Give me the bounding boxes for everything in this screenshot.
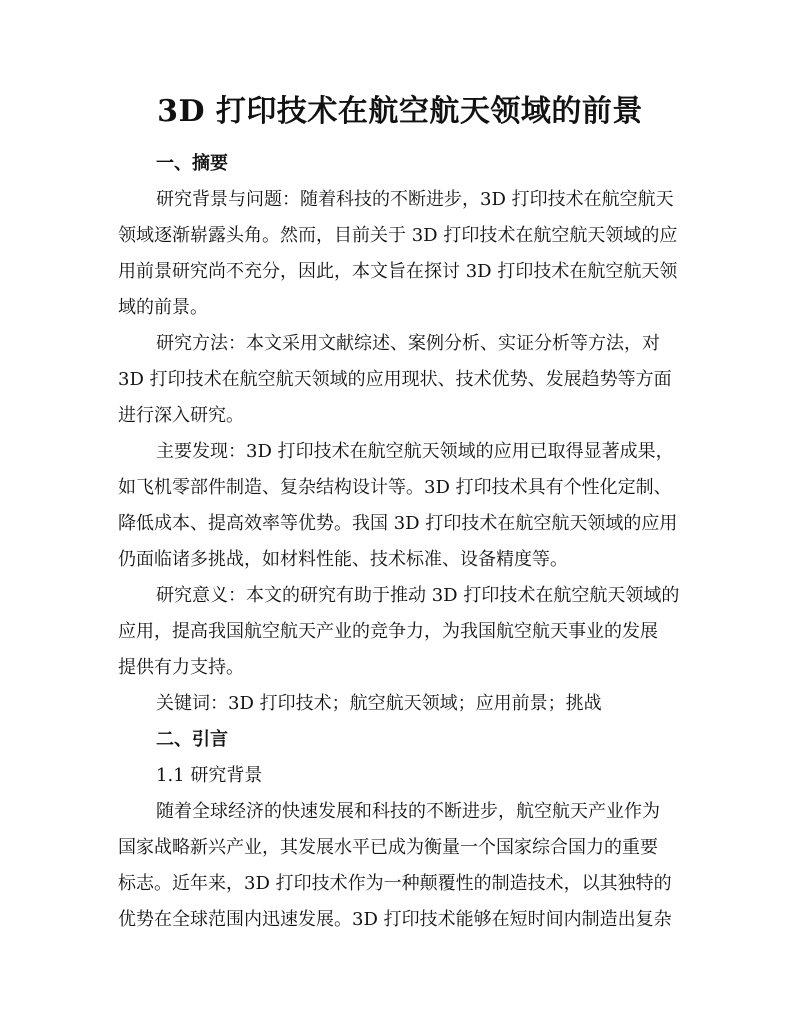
paragraph-line: 随着全球经济的快速发展和科技的不断进步，航空航天产业作为 [156,801,660,822]
paragraph-introduction [118,794,684,938]
paragraph-background [118,182,684,326]
section-heading-introduction: 二、引言 [156,729,228,750]
document-title: 3D 打印技术在航空航天领域的前景 [157,94,643,129]
paragraph-line: 研究方法：本文采用文献综述、案例分析、实证分析等方法，对 [156,333,660,354]
section-heading-abstract: 一、摘要 [156,153,228,174]
paragraph-line: 仍面临诸多挑战，如材料性能、技术标准、设备精度等。 [118,549,568,570]
paragraph-line: 研究背景与问题：随着科技的不断进步，3D 打印技术在航空航天 [156,189,674,210]
paragraph-line: 提供有力支持。 [118,657,244,678]
paragraph-method [118,326,684,434]
keywords-line: 关键词：3D 打印技术；航空航天领域；应用前景；挑战 [156,693,602,714]
paragraph-line: 主要发现：3D 打印技术在航空航天领域的应用已取得显著成果， [156,441,674,462]
paragraph-significance [118,578,684,686]
paragraph-line: 3D 打印技术在航空航天领域的应用现状、技术优势、发展趋势等方面 [118,369,672,390]
paragraph-line: 标志。近年来，3D 打印技术作为一种颠覆性的制造技术，以其独特的 [118,873,672,894]
paragraph-line: 如飞机零部件制造、复杂结构设计等。3D 打印技术具有个性化定制、 [118,477,672,498]
paragraph-line: 降低成本、提高效率等优势。我国 3D 打印技术在航空航天领域的应用 [118,513,678,534]
document-body [118,146,684,938]
paragraph-line: 优势在全球范围内迅速发展。3D 打印技术能够在短时间内制造出复杂 [118,909,672,930]
paragraph-line: 领域逐渐崭露头角。然而，目前关于 3D 打印技术在航空航天领域的应 [118,225,678,246]
paragraph-line: 域的前景。 [118,297,208,318]
subsection-heading-research-background: 1.1 研究背景 [156,765,263,786]
paragraph-line: 国家战略新兴产业，其发展水平已成为衡量一个国家综合国力的重要 [118,837,658,858]
paragraph-findings [118,434,684,578]
paragraph-line: 研究意义：本文的研究有助于推动 3D 打印技术在航空航天领域的 [156,585,680,606]
paragraph-line: 用前景研究尚不充分，因此，本文旨在探讨 3D 打印技术在航空航天领 [118,261,678,282]
paragraph-line: 应用，提高我国航空航天产业的竞争力，为我国航空航天事业的发展 [118,621,658,642]
paragraph-line: 进行深入研究。 [118,405,244,426]
